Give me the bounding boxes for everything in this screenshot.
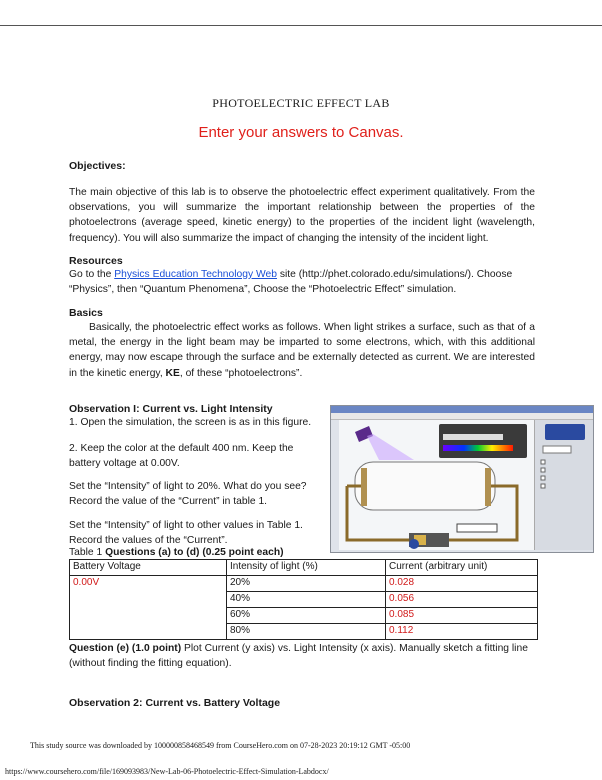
sim-apparatus — [339, 420, 534, 550]
option-checkbox — [541, 468, 545, 472]
table-header: Battery Voltage — [70, 560, 227, 576]
play-pause-icon — [409, 539, 419, 549]
sim-control-panel — [534, 420, 593, 550]
table-row — [70, 576, 538, 592]
page-title: PHOTOELECTRIC EFFECT LAB — [212, 96, 390, 110]
intensity-cell: 40% — [227, 592, 386, 608]
basics-post: , of these “photoelectrons”. — [179, 367, 303, 379]
target-select — [543, 446, 571, 453]
phet-link[interactable]: Physics Education Technology Web — [114, 269, 277, 280]
intensity-slider — [443, 434, 503, 440]
phet-logo — [545, 424, 585, 440]
basics-pre: Basically, the photoelectric effect works as follows. When light strikes a surface, such as that of a metal, the energy in the light beam may be imparted to some electrons, which, with this additional energy, may now escape through the surface and be externally detected as current. We are interested in the kinetic energy, — [69, 322, 535, 379]
table-caption-pre: Table 1 — [69, 547, 106, 558]
question-e — [69, 641, 535, 671]
question-e-label: Question (e) (1.0 point) — [69, 643, 182, 654]
table-caption-bold: Questions (a) to (d) (0.25 point each) — [105, 547, 284, 558]
apparatus-drawing — [339, 420, 534, 550]
current-cell: 0.028 — [386, 576, 538, 592]
sim-titlebar — [331, 406, 593, 413]
table-header: Intensity of light (%) — [227, 560, 386, 576]
ke-label: KE — [165, 367, 180, 379]
obs1-step2: 2. Keep the color at the default 400 nm. Keep the battery voltage at 0.00V. — [69, 443, 294, 470]
obs1-step4: Set the “Intensity” of light to other values in Table 1. Record the values of the “Current”. — [69, 520, 303, 547]
control-panel-drawing — [535, 420, 593, 550]
current-cell: 0.056 — [386, 592, 538, 608]
download-notice: This study source was downloaded by 100000858468549 from CourseHero.com on 07-28-2023 20:19:12 GMT -05:00 — [30, 741, 411, 750]
table-header-row — [70, 560, 538, 576]
intensity-cell: 20% — [227, 576, 386, 592]
table-caption — [69, 545, 284, 560]
current-cell: 0.112 — [386, 624, 538, 640]
objectives-heading: Objectives: — [69, 160, 126, 172]
sim-menubar — [331, 413, 593, 420]
simulation-screenshot — [330, 405, 594, 553]
resources-heading: Resources — [69, 255, 123, 267]
question-e-text: Plot Current (y axis) vs. Light Intensity (x axis). Manually sketch a fitting line (without finding the fitting equation). — [69, 643, 528, 670]
obs2-heading: Observation 2: Current vs. Battery Voltage — [69, 697, 281, 709]
source-url[interactable]: https://www.coursehero.com/file/169093983/New-Lab-06-Photoelectric-Effect-Simulation-Labdocx/ — [5, 767, 329, 776]
top-rule — [0, 25, 602, 26]
obs1-step1: 1. Open the simulation, the screen is as in this figure. — [69, 417, 312, 428]
obs1-heading: Observation I: Current vs. Light Intensity — [69, 403, 273, 415]
table-header: Current (arbitrary unit) — [386, 560, 538, 576]
intensity-panel — [439, 424, 527, 458]
left-plate — [361, 468, 367, 506]
basics-heading: Basics — [69, 307, 103, 319]
right-plate — [485, 468, 491, 506]
obs1-step3: Set the “Intensity” of light to 20%. What do you see? Record the value of the “Current” in table 1. — [69, 481, 307, 508]
resources-text — [69, 267, 539, 297]
intensity-cell: 80% — [227, 624, 386, 640]
current-readout — [457, 524, 497, 532]
option-checkbox — [541, 484, 545, 488]
objectives-text: The main objective of this lab is to observe the photoelectric effect experiment qualitatively. From the observations, you will summarize the important relationship between the properties of the photoelectrons (average speed, kinetic energy) to the properties of the incident light (wavelength, frequency). You will also summarize the impact of changing the intensity of the incident light. — [69, 187, 535, 244]
option-checkbox — [541, 460, 545, 464]
canvas-instruction: Enter your answers to Canvas. — [198, 124, 404, 141]
voltage-cell: 0.00V — [70, 576, 227, 640]
basics-text — [69, 320, 535, 381]
intensity-cell: 60% — [227, 608, 386, 624]
vacuum-tube — [355, 462, 495, 510]
wavelength-slider — [443, 445, 513, 451]
data-table — [69, 559, 538, 640]
current-cell: 0.085 — [386, 608, 538, 624]
resources-post: site (http://phet.colorado.edu/simulations/). Choose “Physics”, then “Quantum Phenomena”, Choose the “Photoelectric Effect” simulation. — [69, 269, 513, 296]
resources-pre: Go to the — [69, 269, 115, 280]
option-checkbox — [541, 476, 545, 480]
